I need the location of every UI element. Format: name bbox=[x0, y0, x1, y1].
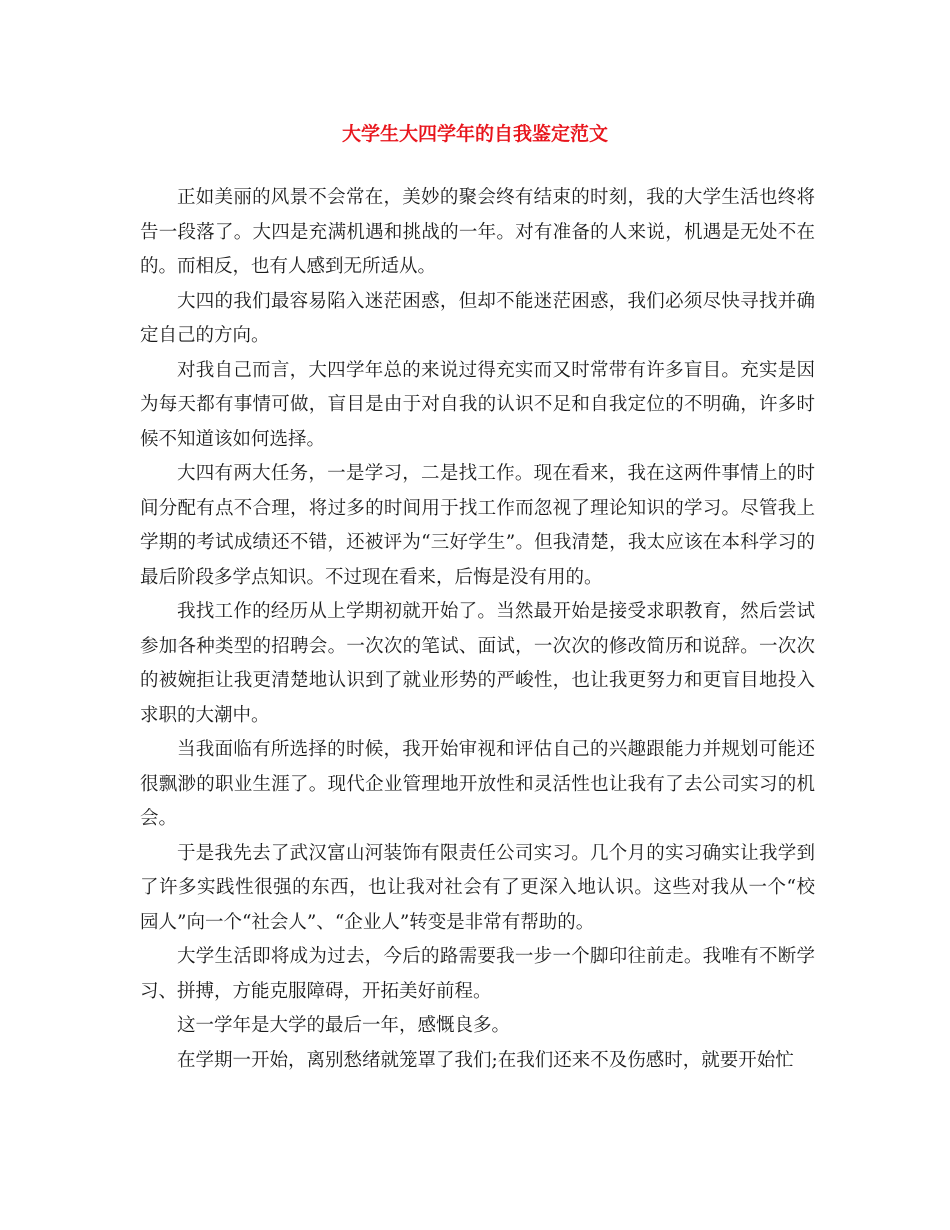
paragraph: 正如美丽的风景不会常在，美妙的聚会终有结束的时刻，我的大学生活也终将告一段落了。大四是充满机遇和挑战的一年。对有准备的人来说，机遇是无处不在的。而相反，也有人感到无所适从。 bbox=[140, 187, 815, 277]
document-body bbox=[140, 181, 815, 1078]
paragraph: 大四有两大任务，一是学习，二是找工作。现在看来，我在这两件事情上的时间分配有点不合理，将过多的时间用于找工作而忽视了理论知识的学习。尽管我上学期的考试成绩还不错，还被评为“三好学生”。但我清楚，我太应该在本科学习的最后阶段多学点知识。不过现在看来，后悔是没有用的。 bbox=[140, 463, 815, 588]
paragraph: 大四的我们最容易陷入迷茫困惑，但却不能迷茫困惑，我们必须尽快寻找并确定自己的方向。 bbox=[140, 290, 815, 346]
paragraph: 在学期一开始，离别愁绪就笼罩了我们;在我们还来不及伤感时，就要开始忙 bbox=[177, 1049, 794, 1071]
paragraph: 于是我先去了武汉富山河装饰有限责任公司实习。几个月的实习确实让我学到了许多实践性很强的东西，也让我对社会有了更深入地认识。这些对我从一个“校园人”向一个“社会人”、“企业人”转变是非常有帮助的。 bbox=[140, 842, 815, 933]
paragraph: 当我面临有所选择的时候，我开始审视和评估自己的兴趣跟能力并规划可能还很飘渺的职业生涯了。现代企业管理地开放性和灵活性也让我有了去公司实习的机会。 bbox=[140, 739, 815, 829]
paragraph: 我找工作的经历从上学期初就开始了。当然最开始是接受求职教育，然后尝试参加各种类型的招聘会。一次次的笔试、面试，一次次的修改简历和说辞。一次次的被婉拒让我更清楚地认识到了就业形势的严峻性，也让我更努力和更盲目地投入求职的大潮中。 bbox=[140, 601, 815, 726]
paragraph: 大学生活即将成为过去，今后的路需要我一步一个脚印往前走。我唯有不断学习、拼搏，方能克服障碍，开拓美好前程。 bbox=[140, 946, 815, 1002]
paragraph: 对我自己而言，大四学年总的来说过得充实而又时常带有许多盲目。充实是因为每天都有事情可做，盲目是由于对自我的认识不足和自我定位的不明确，许多时候不知道该如何选择。 bbox=[140, 359, 815, 450]
paragraph: 这一学年是大学的最后一年，感慨良多。 bbox=[177, 1015, 511, 1036]
document-title: 大学生大四学年的自我鉴定范文 bbox=[341, 123, 608, 145]
